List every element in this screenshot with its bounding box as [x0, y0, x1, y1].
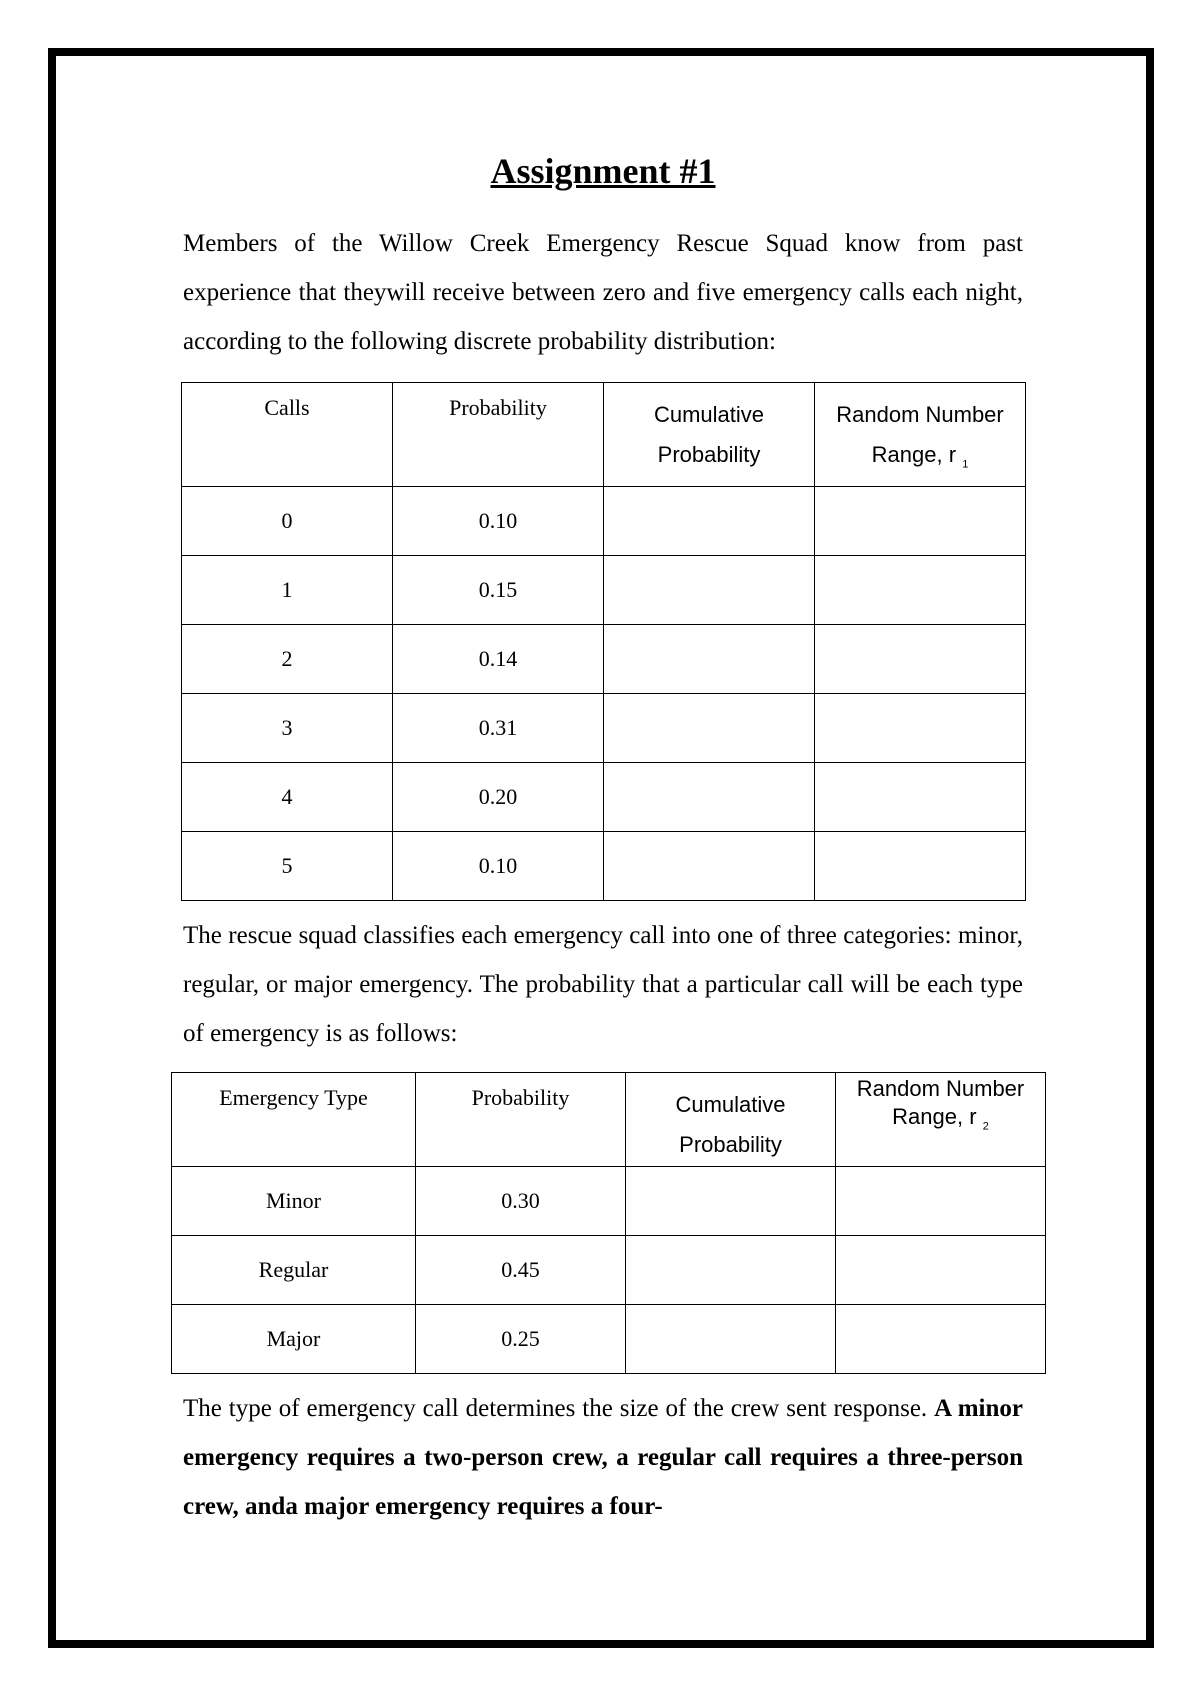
range-cell [836, 1235, 1046, 1304]
table-header-row [182, 383, 1026, 486]
probability-cell: 0.14 [393, 624, 604, 693]
probability-cell: 0.10 [393, 486, 604, 555]
range-cell [815, 831, 1026, 900]
cumulative-cell [626, 1235, 836, 1304]
closing-bold-text: A minor emergency requires a two-person crew, a regular call requires a three-person crew, anda major emergency requires a four- [183, 1394, 1023, 1520]
header-random-number-range [836, 1072, 1046, 1166]
cumulative-cell [604, 624, 815, 693]
range-cell [815, 762, 1026, 831]
header-cumulative-probability [626, 1072, 836, 1166]
emergency-type-table [171, 1072, 1046, 1374]
header-emergency-type: Emergency Type [172, 1072, 416, 1166]
intro-paragraph: Members of the Willow Creek Emergency Rescue Squad know from past experience that theywill receive between zero and five emergency calls each night, according to the following discrete probability distribution: [183, 230, 1023, 356]
calls-cell: 5 [182, 831, 393, 900]
calls-cell: 1 [182, 555, 393, 624]
closing-text: The type of emergency call determines the size of the crew sent response. [183, 1394, 928, 1422]
table-header-row [172, 1072, 1046, 1166]
range-cell [836, 1304, 1046, 1373]
range-cell [815, 486, 1026, 555]
table-row [182, 831, 1026, 900]
calls-cell: 4 [182, 762, 393, 831]
calls-probability-table [181, 382, 1026, 900]
header-cumulative-label: Cumulative Probability [675, 1091, 786, 1157]
range-cell [836, 1166, 1046, 1235]
header-range-label: Random Number Range, r [856, 1075, 1025, 1129]
table-row [182, 624, 1026, 693]
closing-paragraph [183, 1384, 1023, 1531]
cumulative-cell [604, 555, 815, 624]
cumulative-cell [604, 486, 815, 555]
cumulative-cell [626, 1304, 836, 1373]
type-cell: Minor [172, 1166, 416, 1235]
probability-cell: 0.25 [416, 1304, 626, 1373]
cumulative-cell [626, 1166, 836, 1235]
cumulative-cell [604, 762, 815, 831]
range-subscript: 2 [982, 1119, 989, 1132]
calls-cell: 0 [182, 486, 393, 555]
header-probability: Probability [416, 1072, 626, 1166]
cumulative-cell [604, 831, 815, 900]
type-cell: Regular [172, 1235, 416, 1304]
table-row [172, 1304, 1046, 1373]
table-row [172, 1166, 1046, 1235]
probability-cell: 0.15 [393, 555, 604, 624]
calls-cell: 3 [182, 693, 393, 762]
header-probability: Probability [393, 383, 604, 486]
probability-cell: 0.45 [416, 1235, 626, 1304]
table-row [172, 1235, 1046, 1304]
table-row [182, 486, 1026, 555]
header-range-label: Random Number Range, r [836, 402, 1004, 468]
table-row [182, 555, 1026, 624]
range-cell [815, 624, 1026, 693]
header-calls: Calls [182, 383, 393, 486]
header-random-number-range [815, 383, 1026, 486]
range-subscript: 1 [962, 458, 969, 471]
middle-paragraph: The rescue squad classifies each emergency call into one of three categories: minor, regular, or major emergency. The probability that a particular call will be each type of emergency is as follows: [183, 921, 1023, 1047]
range-cell [815, 693, 1026, 762]
table-row [182, 762, 1026, 831]
cumulative-cell [604, 693, 815, 762]
table-row [182, 693, 1026, 762]
probability-cell: 0.10 [393, 831, 604, 900]
header-cumulative-label: Cumulative Probability [653, 402, 765, 468]
calls-cell: 2 [182, 624, 393, 693]
document-content [183, 150, 1023, 1531]
page-title: Assignment #1 [490, 151, 716, 191]
range-cell [815, 555, 1026, 624]
header-cumulative-probability [604, 383, 815, 486]
probability-cell: 0.31 [393, 693, 604, 762]
probability-cell: 0.30 [416, 1166, 626, 1235]
probability-cell: 0.20 [393, 762, 604, 831]
type-cell: Major [172, 1304, 416, 1373]
